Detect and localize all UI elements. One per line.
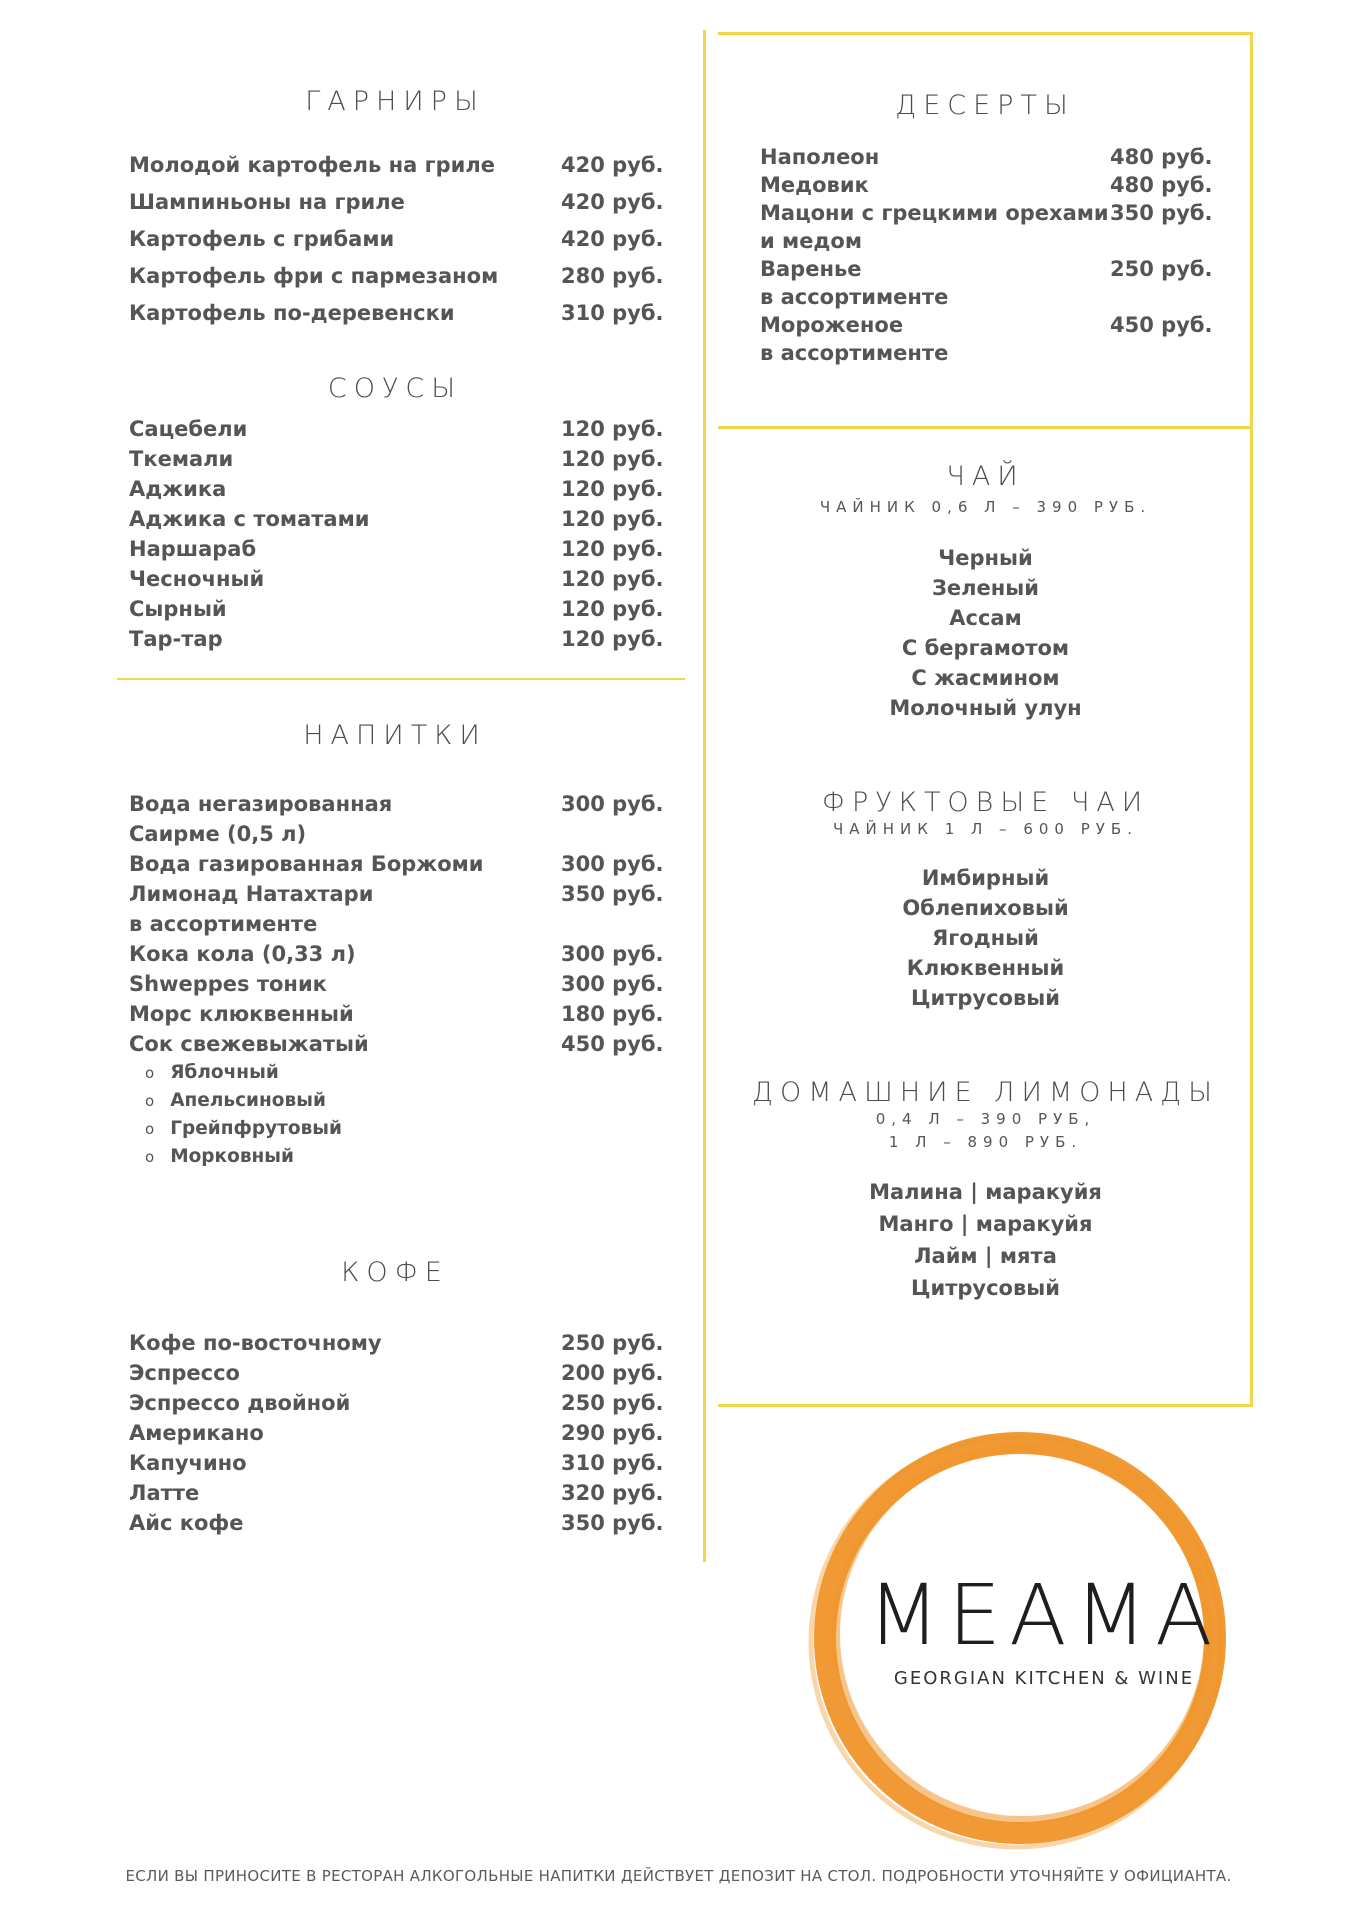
menu-item	[129, 444, 664, 474]
menu-item: Зеленый	[932, 576, 1039, 600]
menu-item	[129, 1478, 664, 1508]
menu-item-price: 120 руб.	[561, 537, 664, 561]
menu-item	[760, 171, 1213, 199]
frame-top	[718, 32, 1253, 35]
menu-item	[129, 789, 664, 819]
menu-item-name: Эспрессо двойной	[129, 1391, 351, 1415]
menu-item	[129, 879, 664, 909]
menu-item: Молочный улун	[889, 696, 1082, 720]
fruit-tea-section	[718, 787, 1253, 1013]
menu-item	[760, 227, 1210, 255]
menu-item-name: и медом	[760, 229, 862, 253]
menu-item-name: Американо	[129, 1421, 264, 1445]
menu-item-name: Картофель фри с пармезаном	[129, 264, 499, 288]
menu-item-name: Аджика с томатами	[129, 507, 370, 531]
menu-item-name: Ткемали	[129, 447, 234, 471]
drinks-title: НАПИТКИ	[303, 720, 487, 751]
juice-list	[145, 1059, 661, 1171]
menu-item	[760, 199, 1213, 227]
menu-item	[129, 258, 664, 295]
menu-item	[129, 534, 664, 564]
menu-item-name: Кофе по-восточному	[129, 1331, 382, 1355]
menu-item	[760, 283, 1210, 311]
menu-item-name: Молодой картофель на гриле	[129, 153, 495, 177]
menu-item	[129, 939, 664, 969]
menu-item-price: 310 руб.	[561, 301, 664, 325]
menu-item	[760, 311, 1213, 339]
menu-item	[760, 339, 1210, 367]
menu-item: Ягодный	[932, 926, 1039, 950]
menu-item-price: 290 руб.	[561, 1421, 664, 1445]
desserts-list	[760, 143, 1213, 367]
tea-section	[718, 461, 1253, 723]
footer-note: ЕСЛИ ВЫ ПРИНОСИТЕ В РЕСТОРАН АЛКОГОЛЬНЫЕ НАПИТКИ ДЕЙСТВУЕТ ДЕПОЗИТ НА СТОЛ. ПОДРОБНОСТИ УТОЧНЯЙТЕ У ОФИЦИАНТА.	[125, 1867, 1232, 1885]
menu-item-name: в ассортименте	[129, 912, 318, 936]
garnish-title: ГАРНИРЫ	[305, 86, 485, 117]
menu-item-name: Мороженое	[760, 313, 904, 337]
menu-item: Имбирный	[921, 866, 1050, 890]
menu-item	[129, 1418, 664, 1448]
menu-item-name: Капучино	[129, 1451, 247, 1475]
menu-item: Лайм | мята	[914, 1244, 1057, 1268]
fruit-tea-title: ФРУКТОВЫЕ ЧАИ	[821, 787, 1150, 818]
menu-item-name: Картофель по-деревенски	[129, 301, 455, 325]
menu-item-name: Наршараб	[129, 537, 257, 561]
tea-subtitle: ЧАЙНИК 0,6 Л – 390 РУБ.	[819, 498, 1152, 516]
menu-item-price: 250 руб.	[1110, 257, 1213, 281]
menu-item	[129, 1508, 664, 1538]
menu-item-price: 120 руб.	[561, 477, 664, 501]
menu-item: Облепиховый	[902, 896, 1069, 920]
menu-item-price: 120 руб.	[561, 627, 664, 651]
tea-list	[718, 543, 1253, 723]
menu-item-price: 120 руб.	[561, 507, 664, 531]
menu-item-price: 250 руб.	[561, 1331, 664, 1355]
menu-item	[129, 1358, 664, 1388]
menu-item	[129, 1328, 664, 1358]
menu-item-price: 120 руб.	[561, 417, 664, 441]
menu-item-name: Саирме (0,5 л)	[129, 822, 307, 846]
menu-item: Цитрусовый	[911, 1276, 1060, 1300]
coffee-title: КОФЕ	[341, 1257, 449, 1288]
menu-item-name: Тар-тар	[129, 627, 223, 651]
menu-item-name: Лимонад Натахтари	[129, 882, 374, 906]
menu-item	[129, 819, 661, 849]
coffee-list	[129, 1328, 664, 1538]
menu-item-name: Сок свежевыжатый	[129, 1032, 369, 1056]
menu-item	[129, 1448, 664, 1478]
menu-item	[129, 147, 664, 184]
column-divider-left	[703, 30, 706, 1562]
menu-item	[129, 504, 664, 534]
menu-item	[129, 474, 664, 504]
menu-item-price: 420 руб.	[561, 153, 664, 177]
menu-item	[129, 999, 664, 1029]
menu-item: Цитрусовый	[911, 986, 1060, 1010]
frame-bottom	[718, 1404, 1253, 1407]
menu-item-price: 350 руб.	[561, 1511, 664, 1535]
menu-item-name: Сырный	[129, 597, 227, 621]
menu-item	[129, 221, 664, 258]
drinks-list	[129, 789, 664, 1059]
menu-item-name: Вода газированная Боржоми	[129, 852, 484, 876]
juice-item: o Апельсиновый	[145, 1087, 661, 1115]
menu-item-name: Варенье	[760, 257, 862, 281]
menu-item-price: 320 руб.	[561, 1481, 664, 1505]
logo-name: MEAMA	[867, 1566, 1221, 1664]
logo	[800, 1418, 1240, 1858]
menu-item-price: 420 руб.	[561, 190, 664, 214]
lemonades-list	[718, 1176, 1253, 1304]
menu-item-price: 300 руб.	[561, 972, 664, 996]
logo-tagline: GEORGIAN KITCHEN & WINE	[893, 1668, 1195, 1689]
menu-item-name: Картофель с грибами	[129, 227, 395, 251]
menu-item: С жасмином	[911, 666, 1060, 690]
tea-title: ЧАЙ	[946, 461, 1025, 492]
menu-item-name: в ассортименте	[760, 341, 949, 365]
menu-item-name: Латте	[129, 1481, 200, 1505]
lemonades-title: ДОМАШНИЕ ЛИМОНАДЫ	[752, 1077, 1219, 1108]
menu-item-price: 300 руб.	[561, 852, 664, 876]
menu-item: Ассам	[949, 606, 1022, 630]
menu-item-price: 350 руб.	[1110, 201, 1213, 225]
menu-item-price: 450 руб.	[561, 1032, 664, 1056]
menu-item	[129, 624, 664, 654]
menu-item-name: Кока кола (0,33 л)	[129, 942, 356, 966]
coffee-section	[129, 1257, 664, 1538]
menu-item-name: Наполеон	[760, 145, 880, 169]
juice-item: o Морковный	[145, 1143, 661, 1171]
menu-item-name: Чесночный	[129, 567, 265, 591]
menu-item	[129, 295, 664, 332]
menu-item-price: 480 руб.	[1110, 173, 1213, 197]
menu-item-price: 180 руб.	[561, 1002, 664, 1026]
menu-item: Клюквенный	[906, 956, 1065, 980]
lemonades-subtitle-2: 1 Л – 890 РУБ.	[888, 1133, 1083, 1151]
menu-item-name: Медовик	[760, 173, 869, 197]
menu-item: Черный	[938, 546, 1033, 570]
desserts-section	[760, 90, 1213, 367]
menu-item-price: 350 руб.	[561, 882, 664, 906]
menu-item	[129, 184, 664, 221]
juice-item: o Яблочный	[145, 1059, 661, 1087]
fruit-tea-subtitle: ЧАЙНИК 1 Л – 600 РУБ.	[833, 820, 1138, 838]
fruit-tea-list	[718, 863, 1253, 1013]
menu-item-price: 200 руб.	[561, 1361, 664, 1385]
sauces-divider	[117, 678, 685, 680]
menu-item-price: 450 руб.	[1110, 313, 1213, 337]
menu-item	[129, 594, 664, 624]
menu-item-price: 250 руб.	[561, 1391, 664, 1415]
garnish-section	[129, 86, 664, 332]
drinks-section	[129, 720, 664, 1171]
menu-item-price: 280 руб.	[561, 264, 664, 288]
menu-item-name: Шампиньоны на гриле	[129, 190, 405, 214]
sauces-title: СОУСЫ	[327, 373, 463, 404]
menu-item	[129, 849, 664, 879]
menu-item-name: Сацебели	[129, 417, 248, 441]
menu-item: Манго | маракуйя	[878, 1212, 1093, 1236]
sauces-list	[129, 414, 664, 654]
menu-item-price: 310 руб.	[561, 1451, 664, 1475]
lemonades-subtitle-1: 0,4 Л – 390 РУБ,	[875, 1110, 1096, 1128]
menu-item-name: Вода негазированная	[129, 792, 393, 816]
sauces-section	[129, 373, 664, 654]
menu-item	[129, 909, 661, 939]
menu-item	[129, 414, 664, 444]
menu-item-price: 420 руб.	[561, 227, 664, 251]
menu-item-name: Айс кофе	[129, 1511, 244, 1535]
menu-item	[129, 1029, 664, 1059]
juice-item: o Грейпфрутовый	[145, 1115, 661, 1143]
menu-item-price: 120 руб.	[561, 597, 664, 621]
desserts-divider	[718, 426, 1253, 429]
menu-item	[129, 564, 664, 594]
lemonades-section	[718, 1077, 1253, 1304]
menu-item-name: Shweppes тоник	[129, 972, 327, 996]
menu-item: С бергамотом	[901, 636, 1070, 660]
menu-item-price: 300 руб.	[561, 942, 664, 966]
menu-item-name: Морс клюквенный	[129, 1002, 354, 1026]
menu-item-name: Мацони с грецкими орехами	[760, 201, 1109, 225]
desserts-title: ДЕСЕРТЫ	[895, 90, 1075, 121]
garnish-list	[129, 147, 664, 332]
menu-item-price: 120 руб.	[561, 567, 664, 591]
menu-item-price: 480 руб.	[1110, 145, 1213, 169]
menu-item-name: Эспрессо	[129, 1361, 240, 1385]
menu-item-price: 120 руб.	[561, 447, 664, 471]
menu-item-name: в ассортименте	[760, 285, 949, 309]
menu-item	[129, 1388, 664, 1418]
menu-item	[760, 143, 1213, 171]
menu-item	[129, 969, 664, 999]
menu-item: Малина | маракуйя	[869, 1180, 1102, 1204]
menu-item-price: 300 руб.	[561, 792, 664, 816]
menu-item-name: Аджика	[129, 477, 227, 501]
menu-item	[760, 255, 1213, 283]
